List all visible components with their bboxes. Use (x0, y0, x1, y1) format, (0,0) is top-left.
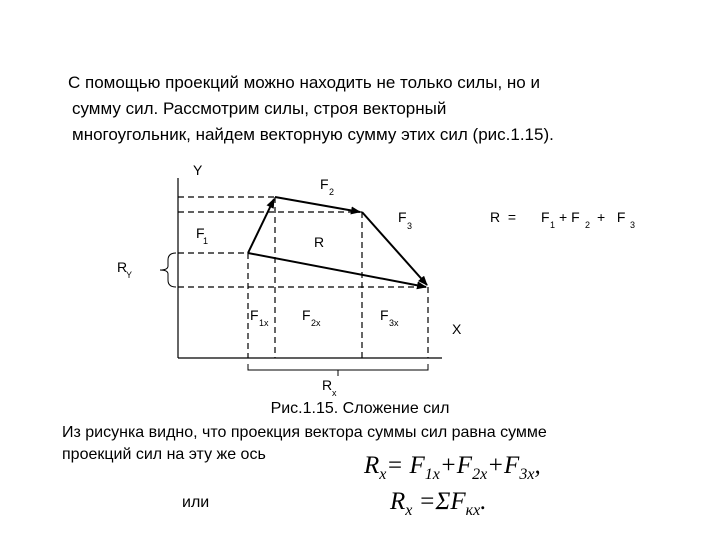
eq-f2-sub: 2 (585, 220, 591, 230)
conclusion-line-1: Из рисунка видно, что проекция вектора суммы сил равна сумме (62, 424, 547, 441)
vector-f1 (248, 199, 274, 253)
ry-brace (160, 253, 176, 287)
r-label: R (314, 234, 325, 250)
formula-rx-sigma: $R_x =\Sigma F_{кx}$. (390, 488, 487, 519)
f3x-sub: 3x (389, 318, 399, 328)
f1x-label: F (250, 307, 259, 323)
f2-sub: 2 (329, 187, 335, 197)
f3-label: F (398, 209, 407, 225)
f3-sub: 3 (407, 221, 413, 231)
f2-label: F (320, 176, 329, 192)
vector-f2 (275, 197, 360, 212)
eq-r: R = (490, 209, 517, 225)
f1x-sub: 1x (259, 318, 269, 328)
f1-sub: 1 (203, 236, 209, 246)
f3x-label: F (380, 307, 389, 323)
intro-line-3: многоугольник, найдем векторную сумму этих сил (рис.1.15). (72, 125, 554, 144)
rx-label: R (322, 377, 333, 393)
x-axis-label: X (452, 321, 462, 337)
ry-label: R (117, 259, 128, 275)
intro-line-1: С помощью проекций можно находить не только силы, но и (68, 73, 540, 92)
y-axis-label: Y (193, 162, 203, 178)
f2x-sub: 2x (311, 318, 321, 328)
eq-f1: F (541, 209, 550, 225)
conclusion-line-2: проекций сил на эту же ось (62, 446, 266, 463)
eq-f3-sub: 3 (630, 220, 636, 230)
rx-bracket (248, 364, 428, 376)
eq-plus-f2: + F (559, 209, 580, 225)
f2x-label: F (302, 307, 311, 323)
or-word: или (182, 494, 210, 511)
intro-line-2: сумму сил. Рассмотрим силы, строя векторный (72, 99, 447, 118)
eq-f1-sub: 1 (550, 220, 556, 230)
formula-rx-sum: $R_x= F_{1x}+F_{2x}+F_{3x}$, (364, 452, 541, 483)
figure-caption: Рис.1.15. Сложение сил (270, 400, 450, 417)
rx-sub: x (332, 388, 337, 398)
projection-lines (178, 197, 428, 358)
vector-f3 (362, 212, 427, 285)
eq-plus-f3: + F (597, 209, 626, 225)
vector-sum-equation (490, 209, 635, 230)
ry-sub: Y (126, 270, 133, 280)
f1-label: F (196, 225, 205, 241)
